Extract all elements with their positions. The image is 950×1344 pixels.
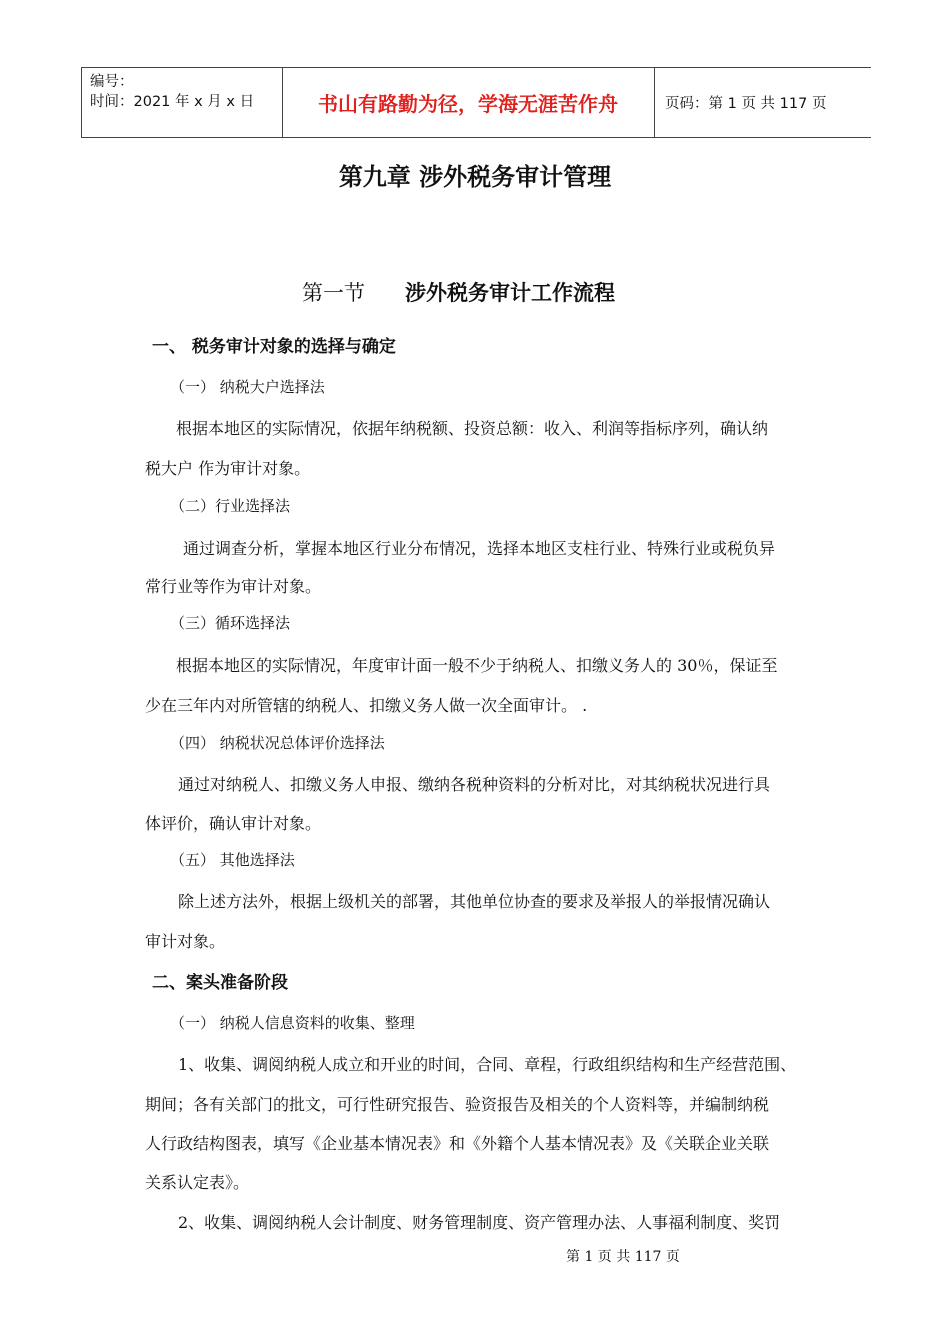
page-footer: 第 1 页 共 117 页 — [566, 1249, 680, 1265]
section-title — [302, 277, 615, 307]
document-header — [81, 67, 871, 138]
subsection-heading: （二）行业选择法 — [170, 497, 291, 515]
paragraph-line: 通过对纳税人、扣缴义务人申报、缴纳各税种资料的分析对比，对其纳税状况进行具 — [178, 775, 771, 794]
paragraph-line: 1、收集、调阅纳税人成立和开业的时间，合同、章程，行政组织结构和生产经营范围、 — [178, 1055, 797, 1074]
header-meta — [90, 72, 254, 112]
paragraph-line: 通过调查分析，掌握本地区行业分布情况，选择本地区支柱行业、特殊行业或税负异 — [183, 539, 776, 558]
paragraph-line: 少在三年内对所管辖的纳税人、扣缴义务人做一次全面审计。 . — [145, 696, 588, 715]
section-number: 第一节 — [302, 281, 365, 305]
paragraph-line: 根据本地区的实际情况，年度审计面一般不少于纳税人、扣缴义务人的 30％，保证至 — [176, 656, 778, 675]
subsection-heading: （三）循环选择法 — [170, 614, 291, 632]
header-date: 时间：2021 年 x 月 x 日 — [90, 94, 255, 110]
paragraph-line: 审计对象。 — [145, 932, 226, 951]
paragraph-line: 根据本地区的实际情况，依据年纳税额、投资总额：收入、利润等指标序列，确认纳 — [176, 419, 769, 438]
header-motto: 书山有路勤为径，学海无涯苦作舟 — [318, 92, 618, 116]
subsection-heading: （一） 纳税大户选择法 — [170, 378, 325, 396]
section-heading: 二、案头准备阶段 — [152, 973, 288, 993]
paragraph-line: 体评价，确认审计对象。 — [145, 814, 322, 833]
paragraph-line: 关系认定表》。 — [145, 1173, 250, 1192]
header-page-info: 页码：第 1 页 共 117 页 — [665, 96, 827, 112]
paragraph-line: 税大户 作为审计对象。 — [145, 459, 311, 478]
header-border-left — [81, 68, 82, 137]
header-number-label: 编号： — [90, 74, 134, 90]
section-title-text: 涉外税务审计工作流程 — [405, 281, 615, 305]
paragraph-line: 期间；各有关部门的批文，可行性研究报告、验资报告及相关的个人资料等，并编制纳税 — [145, 1095, 770, 1114]
paragraph-line: 除上述方法外，根据上级机关的部署，其他单位协查的要求及举报人的举报情况确认 — [178, 892, 771, 911]
subsection-heading: （一） 纳税人信息资料的收集、整理 — [170, 1014, 415, 1032]
chapter-title: 第九章 涉外税务审计管理 — [338, 163, 612, 191]
paragraph-line: 常行业等作为审计对象。 — [145, 577, 322, 596]
subsection-heading: （四） 纳税状况总体评价选择法 — [170, 734, 385, 752]
subsection-heading: （五） 其他选择法 — [170, 851, 295, 869]
section-heading: 一、 税务审计对象的选择与确定 — [152, 337, 396, 357]
paragraph-line: 人行政结构图表，填写《企业基本情况表》和《外籍个人基本情况表》及《关联企业关联 — [145, 1134, 770, 1153]
header-divider-2 — [654, 68, 655, 137]
paragraph-line: 2、收集、调阅纳税人会计制度、财务管理制度、资产管理办法、人事福利制度、奖罚 — [178, 1213, 781, 1232]
